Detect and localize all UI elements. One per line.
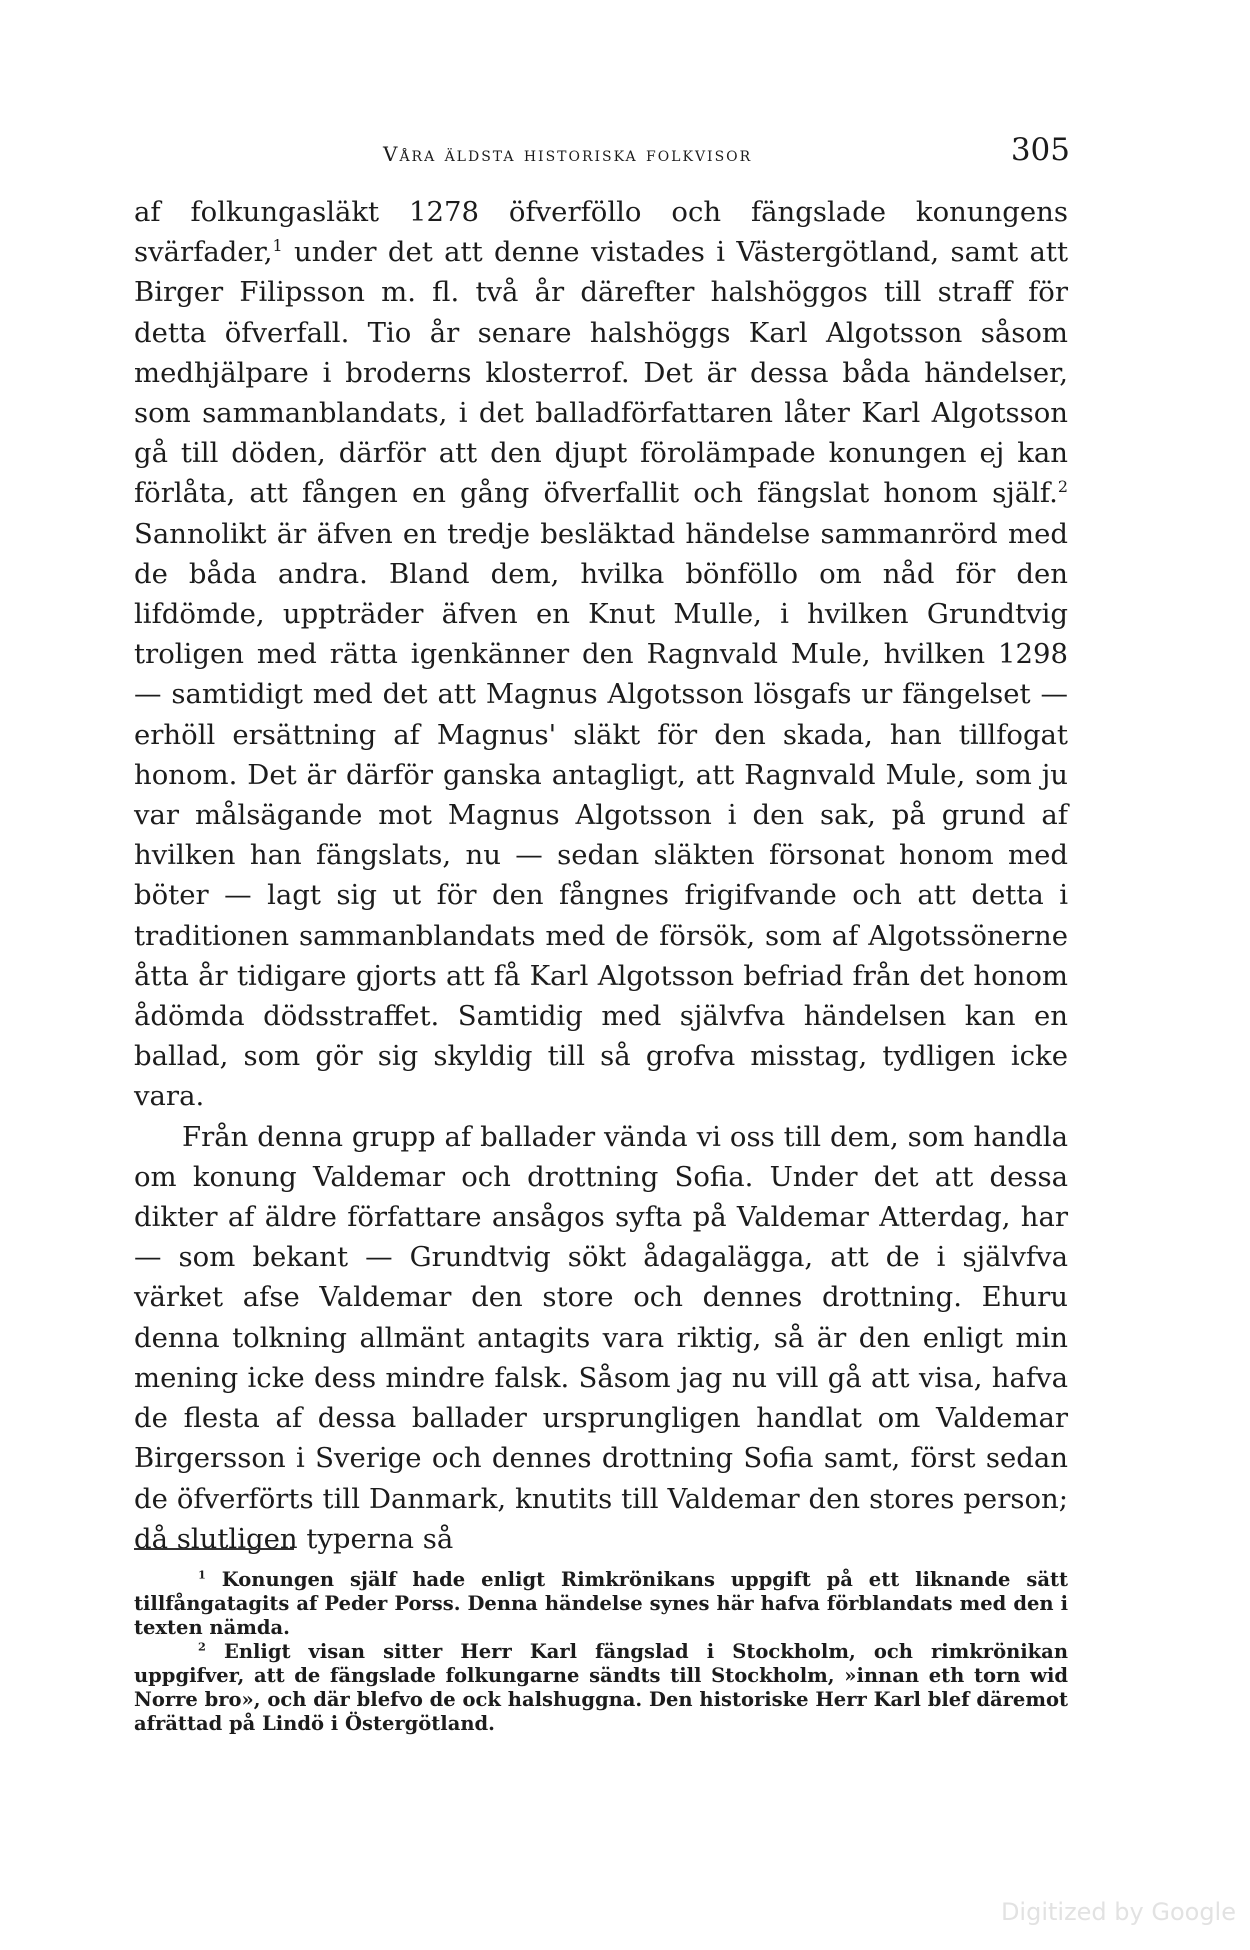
- footnote-1-text: Konungen själf hade enligt Rimkrönikans uppgift på ett liknande sätt tillfångatagits af Peder Porss. Denna händelse synes här hafva förblandats med den i texten nämda.: [134, 1568, 1068, 1639]
- footnote-2-mark: 2: [198, 1639, 206, 1654]
- paragraph-1-text-a: af folkungasläkt 1278 öfverföllo och fängslade konungens svärfader,: [134, 196, 1068, 269]
- paragraph-1-text-c: Sannolikt är äfven en tredje besläktad händelse sammanrörd med de båda andra. Bland dem, hvilka bönföllo om nåd för den lifdömde, uppträder äfven en Knut Mulle, i hvilken Grundtvig troligen med rätta igenkänner den Ragnvald Mule, hvilken 1298 — samtidigt med det att Magnus Algotsson lösgafs ur fängelset — erhöll ersättning af Magnus' släkt för den skada, han tillfogat honom. Det är därför ganska antagligt, att Ragnvald Mule, som ju var målsägande mot Magnus Algotsson i den sak, på grund af hvilken han fängslats, nu — sedan släkten försonat honom med böter — lagt sig ut för den fångnes frigifvande och att detta i traditionen sammanblandats med de försök, som af Algotssönerne åtta år tidigare gjorts att få Karl Algotsson befriad från det honom ådömda dödsstraffet. Samtidig med självfva händelsen kan en ballad, som gör sig skyldig till så grofva misstag, tydligen icke vara.: [134, 517, 1068, 1113]
- digitization-watermark: Digitized by Google: [1000, 1898, 1236, 1926]
- paragraph-2: Från denna grupp af ballader vända vi oss till dem, som handla om konung Valdemar och drottning Sofia. Under det att dessa dikter af äldre författare ansågos syfta på Valdemar Atterdag, har — som bekant — Grundtvig sökt ådagalägga, att de i självfva värket afse Valdemar den store och dennes drottning. Ehuru denna tolkning allmänt antagits vara riktig, så är den enligt min mening icke dess mindre falsk. Såsom jag nu vill gå att visa, hafva de flesta af dessa ballader ursprungligen handlat om Valdemar Birgersson i Sverige och dennes drottning Sofia samt, först sedan de öfverförts till Danmark, knutits till Valdemar den stores person; då slutligen typerna så: [134, 1120, 1068, 1555]
- paragraph-1-text-b: under det att denne vistades i Västergötland, samt att Birger Filipsson m. fl. två år därefter halshöggos till straff för detta öfverfall. Tio år senare halshöggs Karl Algotsson såsom medhjälpare i broderns klosterrof. Det är dessa båda händelser, som sammanblandats, i det balladförfattaren låter Karl Algotsson gå till döden, därför att den djupt förolämpade konungen ej kan förlåta, att fången en gång öfverfallit och fängslat honom själf.: [134, 236, 1068, 510]
- page-number: 305: [1010, 132, 1070, 168]
- main-text: [134, 192, 1068, 1559]
- footnotes: [134, 1568, 1068, 1736]
- footnote-1: [134, 1568, 1068, 1640]
- footnote-2-text: Enligt visan sitter Herr Karl fängslad i Stockholm, och rimkrönikan uppgifver, att de fängslade folkungarne sändts till Stockholm, »innan eth torn wid Norre bro», och där blefvo de ock halshuggna. Den historiske Herr Karl blef däremot afrättad på Lindö i Östergötland.: [134, 1640, 1068, 1735]
- footnote-2: [134, 1640, 1068, 1736]
- footnote-1-mark: 1: [198, 1567, 206, 1582]
- footnote-divider: [134, 1548, 294, 1550]
- footnote-ref-2: 2: [1057, 477, 1068, 497]
- running-header: [130, 132, 1070, 174]
- running-head-title: Våra äldsta historiska folkvisor: [383, 142, 753, 166]
- paragraph-1: [134, 192, 1068, 1117]
- footnote-ref-1: 1: [272, 236, 283, 256]
